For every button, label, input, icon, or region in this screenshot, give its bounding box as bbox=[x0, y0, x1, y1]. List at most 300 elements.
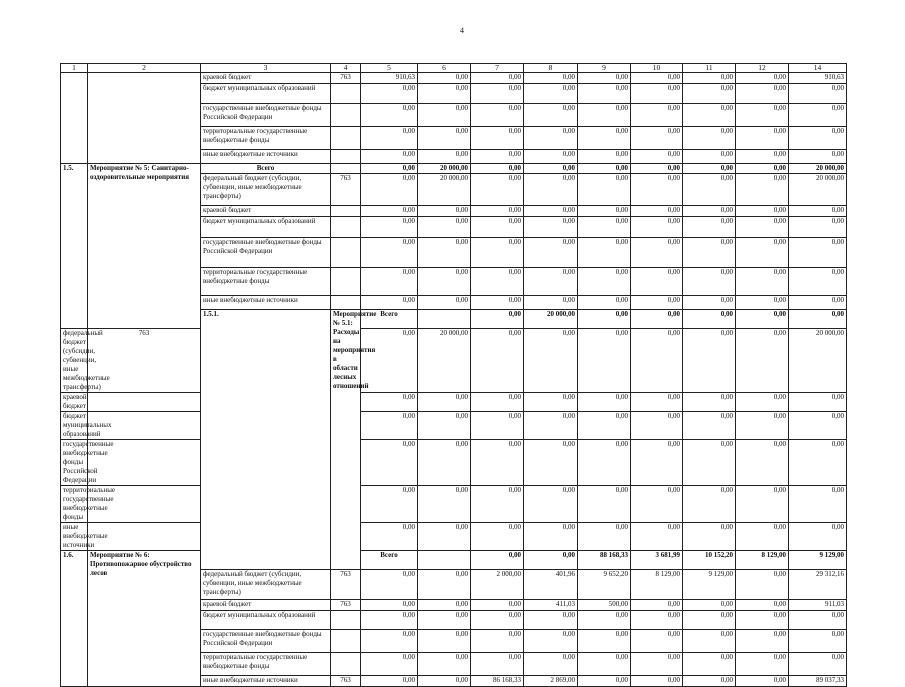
amount-cell: 0,00 bbox=[471, 523, 524, 551]
amount-cell: 0,00 bbox=[471, 150, 524, 164]
code-cell: 763 bbox=[331, 676, 361, 687]
amount-cell: 2 000,00 bbox=[471, 570, 524, 600]
amount-cell: 0,00 bbox=[736, 523, 789, 551]
amount-cell: 0,00 bbox=[524, 551, 578, 570]
amount-cell: 0,00 bbox=[471, 127, 524, 150]
table-row bbox=[61, 329, 847, 393]
table-row bbox=[61, 523, 847, 551]
amount-cell: 0,00 bbox=[789, 217, 847, 238]
code-cell bbox=[331, 206, 361, 217]
code-cell bbox=[331, 630, 361, 653]
amount-cell: 0,00 bbox=[631, 653, 683, 676]
amount-cell: 0,00 bbox=[789, 653, 847, 676]
amount-cell: 0,00 bbox=[736, 84, 789, 104]
amount-cell: 0,00 bbox=[361, 238, 418, 268]
amount-cell: 0,00 bbox=[471, 73, 524, 84]
amount-cell: 0,00 bbox=[631, 611, 683, 630]
code-cell bbox=[331, 104, 361, 127]
amount-cell: 0,00 bbox=[631, 523, 683, 551]
amount-cell: 0,00 bbox=[578, 523, 631, 551]
amount-cell: 0,00 bbox=[578, 104, 631, 127]
amount-cell: 0,00 bbox=[789, 206, 847, 217]
amount-cell: 0,00 bbox=[471, 486, 524, 523]
amount-cell: 0,00 bbox=[578, 676, 631, 687]
amount-cell: 0,00 bbox=[631, 440, 683, 486]
amount-cell: 0,00 bbox=[631, 104, 683, 127]
funding-source-cell: государственные внебюджетные фонды Российской Федерации bbox=[201, 238, 331, 268]
amount-cell: 0,00 bbox=[631, 73, 683, 84]
item-number-cell: 1.6. bbox=[61, 551, 88, 687]
funding-source-cell: государственные внебюджетные фонды Российской Федерации bbox=[61, 440, 88, 486]
amount-cell: 0,00 bbox=[631, 486, 683, 523]
amount-cell: 0,00 bbox=[361, 440, 418, 486]
column-header: 8 bbox=[524, 64, 578, 73]
amount-cell: 0,00 bbox=[578, 630, 631, 653]
amount-cell: 910,63 bbox=[789, 73, 847, 84]
amount-cell: 9 129,00 bbox=[789, 551, 847, 570]
amount-cell: 0,00 bbox=[578, 206, 631, 217]
amount-cell: 0,00 bbox=[471, 164, 524, 174]
amount-cell: 0,00 bbox=[418, 268, 471, 296]
amount-cell: 0,00 bbox=[471, 440, 524, 486]
amount-cell: 0,00 bbox=[789, 127, 847, 150]
amount-cell: 0,00 bbox=[683, 268, 736, 296]
amount-cell: 0,00 bbox=[683, 127, 736, 150]
amount-cell: 0,00 bbox=[524, 206, 578, 217]
amount-cell: 0,00 bbox=[361, 600, 418, 611]
amount-cell: 0,00 bbox=[683, 600, 736, 611]
funding-source-cell: иные внебюджетные источники bbox=[201, 150, 331, 164]
amount-cell: 0,00 bbox=[631, 676, 683, 687]
amount-cell: 0,00 bbox=[578, 296, 631, 310]
amount-cell: 0,00 bbox=[578, 611, 631, 630]
amount-cell: 0,00 bbox=[524, 217, 578, 238]
amount-cell: 0,00 bbox=[736, 150, 789, 164]
amount-cell: 0,00 bbox=[631, 268, 683, 296]
funding-source-cell: федеральный бюджет (субсидии, субвенции, иные межбюджетные трансферты) bbox=[201, 174, 331, 206]
amount-cell: 0,00 bbox=[789, 630, 847, 653]
amount-cell: 20 000,00 bbox=[418, 164, 471, 174]
amount-cell: 0,00 bbox=[524, 174, 578, 206]
code-cell: 763 bbox=[331, 570, 361, 600]
code-cell: 763 bbox=[331, 174, 361, 206]
amount-cell: 0,00 bbox=[418, 150, 471, 164]
amount-cell: 0,00 bbox=[578, 329, 631, 393]
amount-cell: 0,00 bbox=[361, 329, 418, 393]
page-number: 4 bbox=[460, 26, 464, 35]
amount-cell: 0,00 bbox=[789, 486, 847, 523]
amount-cell: 10 152,20 bbox=[683, 551, 736, 570]
amount-cell: 0,00 bbox=[736, 217, 789, 238]
amount-cell: 0,00 bbox=[683, 412, 736, 440]
amount-cell: 0,00 bbox=[361, 127, 418, 150]
amount-cell: 0,00 bbox=[736, 600, 789, 611]
amount-cell: 0,00 bbox=[418, 127, 471, 150]
amount-cell: 0,00 bbox=[789, 84, 847, 104]
amount-cell: 0,00 bbox=[471, 653, 524, 676]
amount-cell: 0,00 bbox=[789, 150, 847, 164]
amount-cell: 20 000,00 bbox=[789, 329, 847, 393]
code-cell bbox=[88, 393, 201, 412]
item-number-cell bbox=[61, 73, 88, 164]
funding-source-cell: федеральный бюджет (субсидии, субвенции, иные межбюджетные трансферты) bbox=[61, 329, 88, 393]
column-header: 2 bbox=[88, 64, 201, 73]
funding-source-cell: Всего bbox=[361, 310, 418, 329]
amount-cell: 0,00 bbox=[524, 296, 578, 310]
amount-cell: 0,00 bbox=[736, 296, 789, 310]
amount-cell: 0,00 bbox=[683, 217, 736, 238]
amount-cell: 0,00 bbox=[789, 393, 847, 412]
item-name-cell: Мероприятие № 5.1: Расходы на мероприятия в области лесных отношений bbox=[331, 310, 361, 570]
column-header: 11 bbox=[683, 64, 736, 73]
funding-source-cell: Всего bbox=[361, 551, 418, 570]
table-row bbox=[61, 73, 847, 84]
item-name-cell: Мероприятие № 6: Противопожарное обустройство лесов bbox=[88, 551, 201, 687]
amount-cell: 0,00 bbox=[789, 268, 847, 296]
amount-cell: 0,00 bbox=[578, 412, 631, 440]
amount-cell: 0,00 bbox=[736, 206, 789, 217]
column-header: 6 bbox=[418, 64, 471, 73]
amount-cell: 0,00 bbox=[524, 73, 578, 84]
amount-cell: 0,00 bbox=[418, 217, 471, 238]
amount-cell: 0,00 bbox=[736, 412, 789, 440]
amount-cell: 0,00 bbox=[736, 238, 789, 268]
amount-cell: 0,00 bbox=[683, 486, 736, 523]
amount-cell: 0,00 bbox=[361, 174, 418, 206]
amount-cell: 0,00 bbox=[471, 412, 524, 440]
funding-source-cell: федеральный бюджет (субсидии, субвенции, иные межбюджетные трансферты) bbox=[201, 570, 331, 600]
amount-cell: 0,00 bbox=[789, 412, 847, 440]
amount-cell: 0,00 bbox=[471, 206, 524, 217]
code-cell bbox=[418, 551, 471, 570]
table-row-total bbox=[61, 164, 847, 174]
amount-cell: 0,00 bbox=[683, 150, 736, 164]
amount-cell: 0,00 bbox=[736, 440, 789, 486]
amount-cell: 0,00 bbox=[361, 206, 418, 217]
column-header-row bbox=[61, 64, 847, 73]
amount-cell: 0,00 bbox=[471, 630, 524, 653]
table-row bbox=[61, 412, 847, 440]
amount-cell: 0,00 bbox=[736, 164, 789, 174]
item-number-cell: 1.5. bbox=[61, 164, 88, 329]
amount-cell: 0,00 bbox=[524, 412, 578, 440]
amount-cell: 9 652,20 bbox=[578, 570, 631, 600]
funding-source-cell: иные внебюджетные источники bbox=[201, 676, 331, 687]
funding-source-cell: краевой бюджет bbox=[201, 600, 331, 611]
amount-cell: 0,00 bbox=[361, 630, 418, 653]
budget-table bbox=[60, 63, 847, 687]
amount-cell: 0,00 bbox=[524, 268, 578, 296]
amount-cell: 0,00 bbox=[631, 217, 683, 238]
amount-cell: 0,00 bbox=[683, 174, 736, 206]
amount-cell: 0,00 bbox=[361, 676, 418, 687]
amount-cell: 0,00 bbox=[361, 268, 418, 296]
amount-cell: 0,00 bbox=[524, 440, 578, 486]
amount-cell: 20 000,00 bbox=[418, 174, 471, 206]
amount-cell: 88 168,33 bbox=[578, 551, 631, 570]
table-row-total bbox=[61, 551, 847, 570]
code-cell: 763 bbox=[88, 329, 201, 393]
amount-cell: 0,00 bbox=[789, 238, 847, 268]
amount-cell: 89 037,33 bbox=[789, 676, 847, 687]
amount-cell: 910,63 bbox=[361, 73, 418, 84]
amount-cell: 0,00 bbox=[524, 329, 578, 393]
amount-cell: 0,00 bbox=[524, 653, 578, 676]
amount-cell: 0,00 bbox=[578, 73, 631, 84]
amount-cell: 0,00 bbox=[631, 150, 683, 164]
code-cell bbox=[331, 653, 361, 676]
amount-cell: 0,00 bbox=[471, 84, 524, 104]
amount-cell: 0,00 bbox=[524, 238, 578, 268]
amount-cell: 0,00 bbox=[578, 440, 631, 486]
amount-cell: 0,00 bbox=[736, 104, 789, 127]
amount-cell: 0,00 bbox=[361, 296, 418, 310]
amount-cell: 0,00 bbox=[683, 630, 736, 653]
amount-cell: 0,00 bbox=[631, 329, 683, 393]
amount-cell: 0,00 bbox=[418, 440, 471, 486]
funding-source-cell: бюджет муниципальных образований bbox=[61, 412, 88, 440]
amount-cell: 0,00 bbox=[418, 676, 471, 687]
amount-cell: 0,00 bbox=[524, 84, 578, 104]
code-cell: 763 bbox=[331, 600, 361, 611]
amount-cell: 0,00 bbox=[418, 73, 471, 84]
amount-cell: 0,00 bbox=[524, 611, 578, 630]
amount-cell: 0,00 bbox=[578, 150, 631, 164]
amount-cell: 0,00 bbox=[524, 127, 578, 150]
amount-cell: 0,00 bbox=[418, 296, 471, 310]
amount-cell: 0,00 bbox=[361, 412, 418, 440]
funding-source-cell: краевой бюджет bbox=[201, 73, 331, 84]
amount-cell: 0,00 bbox=[418, 653, 471, 676]
amount-cell: 0,00 bbox=[524, 104, 578, 127]
amount-cell: 0,00 bbox=[578, 653, 631, 676]
amount-cell: 0,00 bbox=[631, 296, 683, 310]
amount-cell: 0,00 bbox=[471, 551, 524, 570]
amount-cell: 0,00 bbox=[471, 104, 524, 127]
amount-cell: 0,00 bbox=[789, 310, 847, 329]
column-header: 7 bbox=[471, 64, 524, 73]
amount-cell: 0,00 bbox=[418, 486, 471, 523]
amount-cell: 0,00 bbox=[736, 570, 789, 600]
amount-cell: 0,00 bbox=[736, 676, 789, 687]
amount-cell: 0,00 bbox=[683, 164, 736, 174]
amount-cell: 8 129,00 bbox=[631, 570, 683, 600]
amount-cell: 0,00 bbox=[683, 611, 736, 630]
amount-cell: 0,00 bbox=[631, 206, 683, 217]
amount-cell: 0,00 bbox=[736, 174, 789, 206]
amount-cell: 0,00 bbox=[631, 127, 683, 150]
column-header: 12 bbox=[736, 64, 789, 73]
amount-cell: 0,00 bbox=[683, 310, 736, 329]
amount-cell: 0,00 bbox=[631, 174, 683, 206]
amount-cell: 0,00 bbox=[361, 104, 418, 127]
item-name-cell bbox=[88, 73, 201, 164]
amount-cell: 20 000,00 bbox=[418, 329, 471, 393]
amount-cell: 0,00 bbox=[361, 523, 418, 551]
funding-source-cell: краевой бюджет bbox=[201, 206, 331, 217]
amount-cell: 0,00 bbox=[631, 630, 683, 653]
amount-cell: 0,00 bbox=[578, 238, 631, 268]
amount-cell: 0,00 bbox=[789, 523, 847, 551]
amount-cell: 0,00 bbox=[578, 268, 631, 296]
amount-cell: 0,00 bbox=[524, 393, 578, 412]
amount-cell: 0,00 bbox=[736, 329, 789, 393]
table-row bbox=[61, 486, 847, 523]
amount-cell: 0,00 bbox=[418, 570, 471, 600]
item-name-cell: Мероприятие № 5: Санитарно-оздоровительные мероприятия bbox=[88, 164, 201, 329]
code-cell bbox=[331, 268, 361, 296]
amount-cell: 0,00 bbox=[736, 310, 789, 329]
funding-source-cell: государственные внебюджетные фонды Российской Федерации bbox=[201, 630, 331, 653]
amount-cell: 0,00 bbox=[631, 164, 683, 174]
amount-cell: 0,00 bbox=[471, 174, 524, 206]
amount-cell: 0,00 bbox=[524, 150, 578, 164]
amount-cell: 0,00 bbox=[418, 600, 471, 611]
amount-cell: 0,00 bbox=[524, 630, 578, 653]
amount-cell: 0,00 bbox=[578, 164, 631, 174]
amount-cell: 0,00 bbox=[683, 653, 736, 676]
amount-cell: 0,00 bbox=[736, 630, 789, 653]
code-cell bbox=[331, 238, 361, 268]
amount-cell: 0,00 bbox=[683, 238, 736, 268]
funding-source-cell: территориальные государственные внебюджетные фонды bbox=[201, 127, 331, 150]
funding-source-cell: территориальные государственные внебюджетные фонды bbox=[201, 653, 331, 676]
amount-cell: 86 168,33 bbox=[471, 676, 524, 687]
amount-cell: 0,00 bbox=[471, 310, 524, 329]
column-header: 3 bbox=[201, 64, 331, 73]
amount-cell: 0,00 bbox=[361, 611, 418, 630]
amount-cell: 0,00 bbox=[471, 268, 524, 296]
amount-cell: 0,00 bbox=[578, 84, 631, 104]
amount-cell: 0,00 bbox=[361, 486, 418, 523]
amount-cell: 0,00 bbox=[524, 486, 578, 523]
amount-cell: 0,00 bbox=[631, 84, 683, 104]
amount-cell: 0,00 bbox=[683, 73, 736, 84]
amount-cell: 0,00 bbox=[471, 329, 524, 393]
amount-cell: 0,00 bbox=[361, 84, 418, 104]
funding-source-cell: Всего bbox=[201, 164, 331, 174]
amount-cell: 20 000,00 bbox=[524, 310, 578, 329]
amount-cell: 20 000,00 bbox=[789, 164, 847, 174]
code-cell bbox=[331, 84, 361, 104]
column-header: 4 bbox=[331, 64, 361, 73]
amount-cell: 0,00 bbox=[683, 676, 736, 687]
column-header: 10 bbox=[631, 64, 683, 73]
code-cell bbox=[331, 150, 361, 164]
amount-cell: 0,00 bbox=[361, 150, 418, 164]
amount-cell: 0,00 bbox=[631, 310, 683, 329]
column-header: 14 bbox=[789, 64, 847, 73]
amount-cell: 0,00 bbox=[578, 174, 631, 206]
amount-cell: 0,00 bbox=[578, 217, 631, 238]
amount-cell: 0,00 bbox=[418, 84, 471, 104]
amount-cell: 0,00 bbox=[418, 238, 471, 268]
amount-cell: 0,00 bbox=[578, 127, 631, 150]
funding-source-cell: территориальные государственные внебюджетные фонды bbox=[61, 486, 88, 523]
amount-cell: 0,00 bbox=[736, 127, 789, 150]
code-cell bbox=[331, 164, 361, 174]
amount-cell: 0,00 bbox=[683, 393, 736, 412]
amount-cell: 0,00 bbox=[789, 296, 847, 310]
amount-cell: 0,00 bbox=[471, 600, 524, 611]
amount-cell: 0,00 bbox=[578, 310, 631, 329]
amount-cell: 0,00 bbox=[683, 206, 736, 217]
amount-cell: 0,00 bbox=[683, 329, 736, 393]
amount-cell: 0,00 bbox=[736, 73, 789, 84]
amount-cell: 0,00 bbox=[631, 238, 683, 268]
code-cell: 763 bbox=[331, 73, 361, 84]
funding-source-cell: краевой бюджет bbox=[61, 393, 88, 412]
amount-cell: 0,00 bbox=[683, 296, 736, 310]
amount-cell: 9 129,00 bbox=[683, 570, 736, 600]
amount-cell: 0,00 bbox=[361, 164, 418, 174]
amount-cell: 2 869,00 bbox=[524, 676, 578, 687]
amount-cell: 401,96 bbox=[524, 570, 578, 600]
column-header: 1 bbox=[61, 64, 88, 73]
amount-cell: 0,00 bbox=[418, 206, 471, 217]
amount-cell: 20 000,00 bbox=[789, 174, 847, 206]
column-header: 9 bbox=[578, 64, 631, 73]
amount-cell: 500,00 bbox=[578, 600, 631, 611]
amount-cell: 0,00 bbox=[789, 611, 847, 630]
funding-source-cell: бюджет муниципальных образований bbox=[201, 217, 331, 238]
funding-source-cell: иные внебюджетные источники bbox=[201, 296, 331, 310]
amount-cell: 0,00 bbox=[683, 104, 736, 127]
funding-source-cell: бюджет муниципальных образований bbox=[201, 84, 331, 104]
amount-cell: 0,00 bbox=[631, 600, 683, 611]
amount-cell: 0,00 bbox=[471, 238, 524, 268]
amount-cell: 0,00 bbox=[578, 393, 631, 412]
amount-cell: 0,00 bbox=[631, 412, 683, 440]
code-cell bbox=[331, 611, 361, 630]
code-cell bbox=[331, 217, 361, 238]
amount-cell: 411,03 bbox=[524, 600, 578, 611]
amount-cell: 0,00 bbox=[524, 164, 578, 174]
amount-cell: 0,00 bbox=[361, 217, 418, 238]
column-header: 5 bbox=[361, 64, 418, 73]
amount-cell: 0,00 bbox=[361, 393, 418, 412]
amount-cell: 29 312,16 bbox=[789, 570, 847, 600]
code-cell bbox=[331, 296, 361, 310]
amount-cell: 8 129,00 bbox=[736, 551, 789, 570]
amount-cell: 0,00 bbox=[789, 440, 847, 486]
amount-cell: 0,00 bbox=[471, 393, 524, 412]
amount-cell: 3 681,99 bbox=[631, 551, 683, 570]
amount-cell: 0,00 bbox=[736, 653, 789, 676]
item-number-cell: 1.5.1. bbox=[201, 310, 331, 570]
amount-cell: 0,00 bbox=[471, 611, 524, 630]
amount-cell: 0,00 bbox=[471, 296, 524, 310]
amount-cell: 0,00 bbox=[578, 486, 631, 523]
amount-cell: 0,00 bbox=[631, 393, 683, 412]
amount-cell: 0,00 bbox=[418, 412, 471, 440]
funding-source-cell: государственные внебюджетные фонды Российской Федерации bbox=[201, 104, 331, 127]
funding-source-cell: иные внебюджетные источники bbox=[61, 523, 88, 551]
amount-cell: 0,00 bbox=[418, 393, 471, 412]
amount-cell: 0,00 bbox=[736, 393, 789, 412]
funding-source-cell: территориальные государственные внебюджетные фонды bbox=[201, 268, 331, 296]
amount-cell: 0,00 bbox=[418, 104, 471, 127]
amount-cell: 911,03 bbox=[789, 600, 847, 611]
funding-source-cell: бюджет муниципальных образований bbox=[201, 611, 331, 630]
amount-cell: 0,00 bbox=[736, 268, 789, 296]
amount-cell: 0,00 bbox=[736, 611, 789, 630]
table-row bbox=[61, 440, 847, 486]
amount-cell: 0,00 bbox=[683, 440, 736, 486]
amount-cell: 0,00 bbox=[418, 611, 471, 630]
amount-cell: 0,00 bbox=[524, 523, 578, 551]
amount-cell: 0,00 bbox=[789, 104, 847, 127]
